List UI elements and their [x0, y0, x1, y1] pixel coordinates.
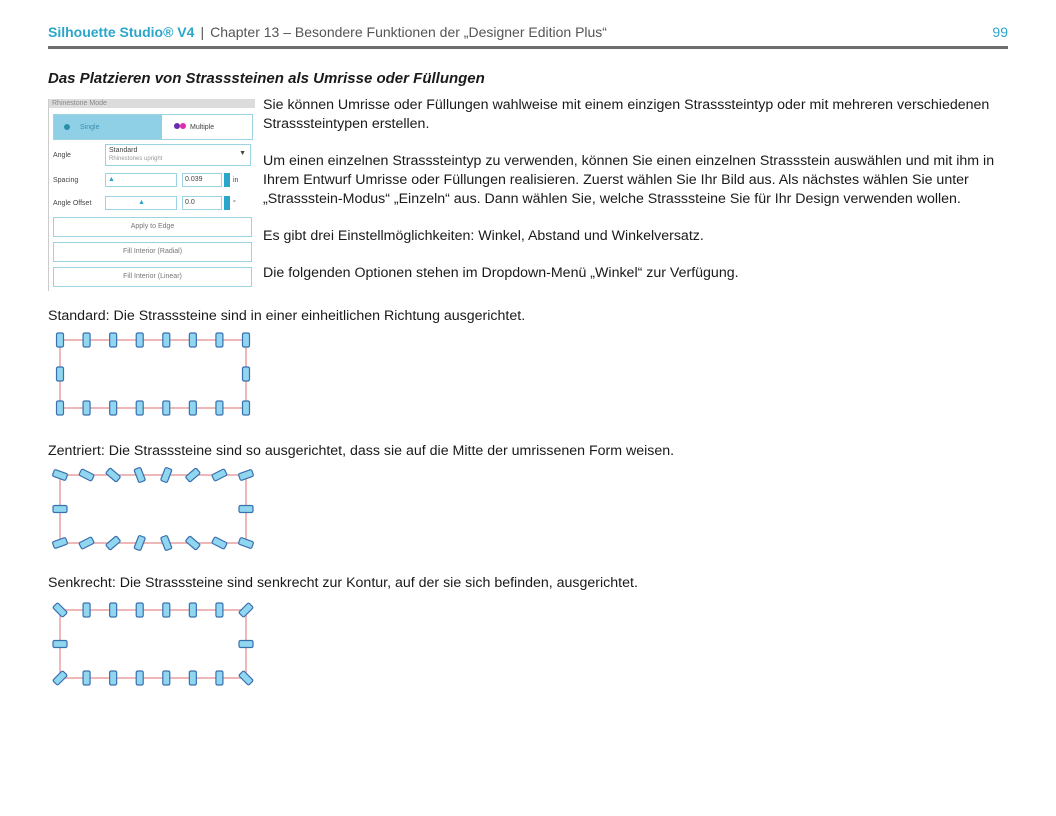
rhinestone-mark	[53, 641, 67, 648]
rhinestone-mark	[163, 401, 170, 415]
rhinestone-mark	[110, 401, 117, 415]
rhinestone-mark	[189, 671, 196, 685]
multi-dots-icon	[174, 123, 186, 131]
rhinestone-mark	[53, 603, 68, 618]
rhinestone-mark	[57, 367, 64, 381]
rhinestone-mark	[212, 469, 228, 482]
rhinestone-mark	[136, 603, 143, 617]
rhinestone-mark	[53, 671, 68, 686]
rhinestone-mark	[216, 671, 223, 685]
paragraph: Die folgenden Optionen stehen im Dropdown-Menü „Winkel“ zur Verfügung.	[263, 265, 739, 281]
panel-header: Rhinestone Mode	[49, 99, 255, 108]
apply-to-edge-button[interactable]: Apply to Edge	[53, 217, 252, 237]
caption-standard: Standard: Die Strasssteine sind in einer einheitlichen Richtung ausgerichtet.	[48, 308, 526, 324]
rhinestone-mark	[52, 537, 68, 548]
angle-label: Angle	[53, 151, 71, 159]
perpendicular-figure	[48, 598, 258, 688]
rhinestone-mark	[216, 333, 223, 347]
angle-sub: Rhinestones upright	[109, 156, 163, 162]
spacing-input[interactable]: 0.039	[182, 173, 222, 187]
page-header	[48, 24, 1008, 49]
angle-value: Standard	[109, 147, 138, 154]
angle-row	[53, 144, 251, 166]
rhinestone-mark	[163, 333, 170, 347]
outline-path	[60, 610, 246, 678]
rhinestone-mark	[83, 333, 90, 347]
rhinestone-mark	[243, 367, 250, 381]
slider-handle-icon[interactable]: ▲	[108, 176, 115, 183]
rhinestone-mark	[239, 603, 254, 618]
rhinestone-mark	[185, 536, 200, 550]
page-number: 99	[992, 24, 1008, 40]
single-dot-icon	[64, 124, 70, 130]
rhinestone-mark	[110, 603, 117, 617]
caption-perpendicular: Senkrecht: Die Strasssteine sind senkrecht zur Kontur, auf der sie sich befinden, ausgerichtet.	[48, 575, 638, 591]
caption-centered: Zentriert: Die Strasssteine sind so ausgerichtet, dass sie auf die Mitte der umrissenen Form weisen.	[48, 443, 675, 459]
offset-label: Angle Offset	[53, 199, 92, 207]
rhinestone-mark	[83, 671, 90, 685]
offset-slider[interactable]	[105, 196, 177, 210]
rhinestone-mark	[185, 468, 200, 482]
rhinestone-mark	[163, 603, 170, 617]
rhinestone-mark	[106, 536, 121, 550]
paragraph: Es gibt drei Einstellmöglichkeiten: Winkel, Abstand und Winkelversatz.	[263, 228, 704, 244]
fill-radial-button[interactable]: Fill Interior (Radial)	[53, 242, 252, 262]
rhinestone-mark	[136, 401, 143, 415]
paragraph: Um einen einzelnen Strasssteintyp zu verwenden, können Sie einen einzelnen Strassstein auswählen und mit ihm in Ihrem Entwurf Umrisse oder Füllungen realisieren. Zuerst wählen Sie Ihr Bild aus. Als nächstes wählen Sie unter „Strassstein-Modus“ „Einzeln“ aus. Dann wählen Sie, welche Strasssteine Sie für Ihr Design verwenden wollen.	[263, 153, 995, 207]
rhinestone-mark	[189, 333, 196, 347]
angle-dropdown[interactable]	[105, 144, 251, 166]
rhinestone-mark	[52, 469, 68, 480]
mode-toggle	[53, 114, 253, 140]
offset-unit: °	[233, 199, 236, 207]
rhinestone-panel	[48, 99, 255, 291]
outline-path	[60, 340, 246, 408]
rhinestone-mark	[243, 333, 250, 347]
header-separator: |	[200, 24, 205, 40]
spacing-label: Spacing	[53, 176, 79, 184]
rhinestone-mark	[239, 641, 253, 648]
single-mode-button[interactable]	[54, 115, 162, 139]
section-title: Das Platzieren von Strasssteinen als Umrisse oder Füllungen	[48, 70, 485, 87]
rhinestone-mark	[57, 401, 64, 415]
rhinestone-mark	[238, 469, 254, 480]
rhinestone-mark	[136, 671, 143, 685]
rhinestone-mark	[216, 401, 223, 415]
rhinestone-mark	[134, 467, 146, 483]
rhinestone-mark	[189, 401, 196, 415]
multiple-label: Multiple	[190, 123, 215, 131]
rhinestone-mark	[53, 506, 67, 513]
rhinestone-mark	[212, 537, 228, 550]
rhinestone-mark	[238, 537, 254, 548]
spacing-row	[53, 173, 238, 187]
spacing-unit: in	[233, 176, 239, 184]
rhinestone-mark	[189, 603, 196, 617]
offset-row	[53, 196, 236, 210]
slider-handle-icon[interactable]: ▲	[138, 199, 145, 206]
standard-figure	[48, 328, 258, 418]
rhinestone-mark	[216, 603, 223, 617]
rhinestone-mark	[79, 469, 95, 482]
rhinestone-mark	[83, 603, 90, 617]
rhinestone-mark	[239, 506, 253, 513]
rhinestone-mark	[57, 333, 64, 347]
multiple-mode-button[interactable]	[162, 115, 252, 139]
offset-input[interactable]: 0.0	[182, 196, 222, 210]
rhinestone-mark	[239, 671, 254, 686]
paragraph: Sie können Umrisse oder Füllungen wahlweise mit einem einzigen Strasssteintyp oder mit mehreren verschiedenen Strasssteintypen erstellen.	[263, 97, 990, 132]
rhinestone-mark	[136, 333, 143, 347]
outline-path	[60, 475, 246, 543]
rhinestone-mark	[163, 671, 170, 685]
centered-figure	[48, 463, 258, 553]
spinner-icon[interactable]	[224, 173, 230, 187]
rhinestone-mark	[160, 467, 172, 483]
chevron-down-icon: ▼	[239, 150, 246, 157]
single-label: Single	[80, 123, 100, 131]
rhinestone-mark	[106, 468, 121, 482]
brand-title: Silhouette Studio® V4	[48, 24, 195, 40]
rhinestone-mark	[110, 671, 117, 685]
rhinestone-mark	[79, 537, 95, 550]
rhinestone-mark	[134, 535, 146, 551]
body-text	[263, 96, 1023, 301]
rhinestone-mark	[160, 535, 172, 551]
rhinestone-mark	[83, 401, 90, 415]
chapter-title: Chapter 13 – Besondere Funktionen der „Designer Edition Plus“	[210, 24, 607, 40]
rhinestone-mark	[243, 401, 250, 415]
fill-linear-button[interactable]: Fill Interior (Linear)	[53, 267, 252, 287]
rhinestone-mark	[110, 333, 117, 347]
spacing-slider[interactable]	[105, 173, 177, 187]
spinner-icon[interactable]	[224, 196, 230, 210]
